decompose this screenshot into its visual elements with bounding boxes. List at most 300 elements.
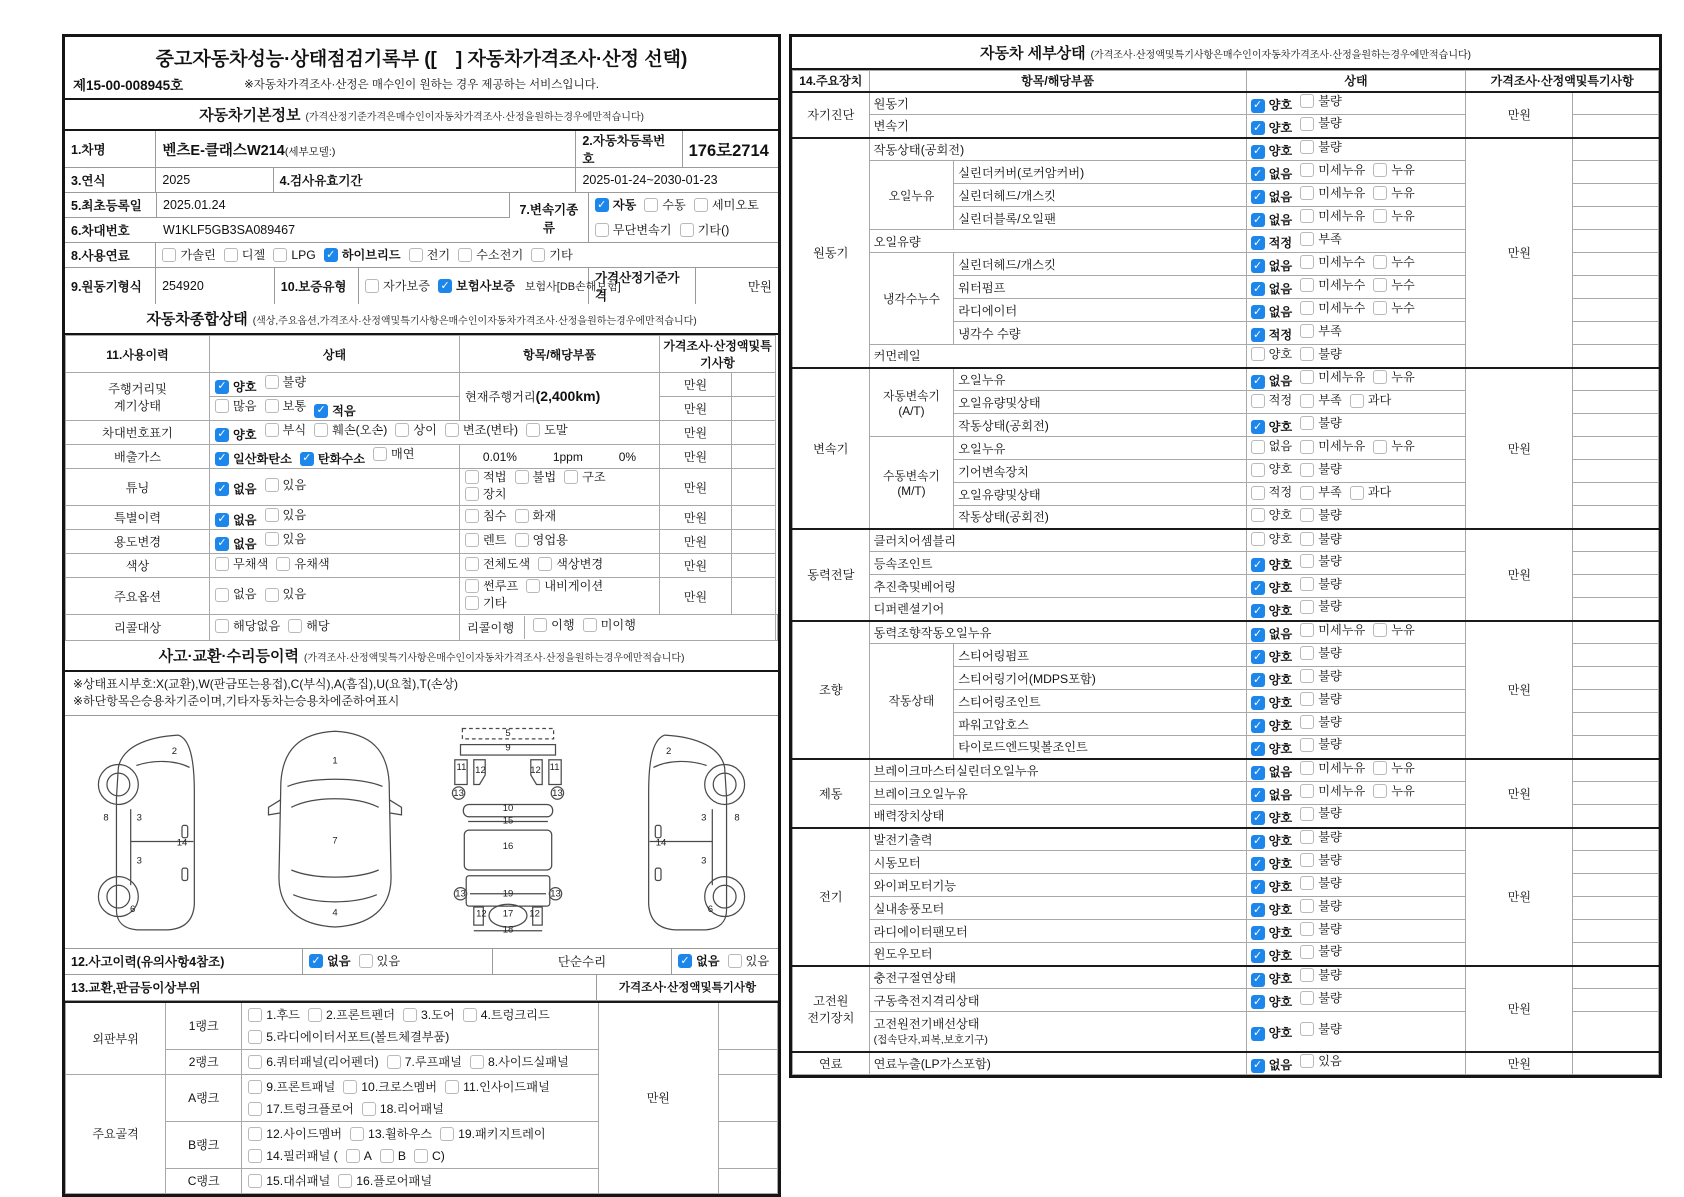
checkbox[interactable]: [1300, 117, 1342, 131]
column-header: 14.주요장치: [793, 71, 870, 92]
checked-box-icon: ✓: [215, 428, 229, 442]
checkbox-label: 불량: [1318, 139, 1342, 154]
checkbox-label: 양호: [1268, 673, 1293, 688]
checkbox[interactable]: [1251, 949, 1293, 963]
row-label: 차대번호표기: [66, 421, 210, 445]
checkbox[interactable]: [1373, 440, 1415, 454]
checkbox[interactable]: [1251, 121, 1293, 135]
checkbox[interactable]: [1300, 1054, 1342, 1068]
checkbox[interactable]: [1300, 899, 1342, 913]
item-label: 스티어링펌프: [954, 644, 1246, 667]
column-header: 가격조사·산정액및특기사항: [660, 336, 776, 373]
checkbox[interactable]: [1350, 394, 1392, 408]
checkbox[interactable]: [365, 279, 430, 293]
svg-text:16: 16: [502, 840, 513, 852]
checkbox[interactable]: [1300, 163, 1365, 177]
checkbox[interactable]: [248, 1174, 330, 1188]
checkbox[interactable]: [465, 470, 507, 484]
checkbox-label: 양호: [1268, 603, 1293, 618]
checkbox[interactable]: [440, 1127, 546, 1141]
checkbox[interactable]: [1300, 1022, 1342, 1036]
checkbox[interactable]: [314, 404, 356, 418]
checkbox[interactable]: [1251, 581, 1293, 595]
checkbox[interactable]: [1300, 324, 1342, 338]
checkbox[interactable]: [1300, 278, 1365, 292]
checkbox-label: 미세누수: [1318, 254, 1366, 269]
checkbox[interactable]: [465, 509, 507, 523]
item-checks-cell: [460, 506, 660, 530]
checkbox[interactable]: [1251, 282, 1293, 296]
checkbox[interactable]: [1373, 761, 1415, 775]
item-label: 스티어링기어(MDPS포함): [954, 667, 1246, 690]
checkbox[interactable]: [1300, 692, 1342, 706]
checkbox[interactable]: [1373, 186, 1415, 200]
checkbox[interactable]: [1251, 673, 1293, 687]
checkbox[interactable]: [1300, 486, 1342, 500]
checkbox[interactable]: [1251, 1027, 1293, 1041]
checkbox-label: 양호: [1268, 741, 1293, 756]
checkbox[interactable]: [1251, 788, 1293, 802]
checkbox[interactable]: [1373, 370, 1415, 384]
checkbox[interactable]: [526, 423, 568, 437]
checkbox[interactable]: [1251, 696, 1293, 710]
checkbox[interactable]: [265, 375, 307, 389]
unchecked-box-icon: [1300, 486, 1314, 500]
item-label: 실린더커버(로커암커버): [954, 161, 1246, 184]
checkbox[interactable]: [1251, 857, 1293, 871]
checkbox[interactable]: [1373, 278, 1415, 292]
checkbox[interactable]: [1300, 140, 1342, 154]
checkbox[interactable]: [265, 532, 307, 546]
blank-cell: [1573, 1052, 1659, 1075]
checkbox[interactable]: [595, 223, 672, 237]
price-cell: 만원: [660, 506, 732, 530]
checkbox[interactable]: [1300, 669, 1342, 683]
checkbox[interactable]: [1300, 761, 1365, 775]
checkbox[interactable]: [1251, 880, 1293, 894]
checkbox[interactable]: [438, 279, 515, 293]
item-label: 오일유량및상태: [954, 483, 1246, 506]
checkbox[interactable]: [1300, 255, 1365, 269]
checkbox[interactable]: [215, 452, 292, 466]
checkbox-label: 양호: [1268, 144, 1293, 159]
checkbox[interactable]: [1300, 991, 1342, 1005]
blank-cell: [732, 578, 776, 615]
checkbox[interactable]: [350, 1127, 432, 1141]
item-label: 파워고압호스: [954, 713, 1246, 736]
item-label: 기어변속장치: [954, 460, 1246, 483]
checkbox[interactable]: [583, 618, 636, 632]
checkbox[interactable]: [387, 1055, 462, 1069]
checkbox[interactable]: [465, 533, 507, 547]
checkbox[interactable]: [1251, 420, 1293, 434]
checkbox[interactable]: [403, 1008, 455, 1022]
checkbox-label: 없음: [1268, 1058, 1293, 1073]
blank-cell: [1573, 253, 1659, 276]
unchecked-box-icon: [463, 1008, 477, 1022]
blank-cell: [1573, 667, 1659, 690]
unchecked-box-icon: [694, 198, 708, 212]
checkbox-label: 있음: [745, 954, 770, 969]
unchecked-box-icon: [365, 279, 379, 293]
checkbox[interactable]: [1373, 784, 1415, 798]
checked-box-icon: ✓: [215, 537, 229, 551]
unchecked-box-icon: [265, 399, 279, 413]
checkbox[interactable]: [1251, 145, 1293, 159]
checkbox[interactable]: [1251, 394, 1293, 408]
checkbox[interactable]: [1300, 968, 1342, 982]
checkbox[interactable]: [273, 248, 315, 262]
state-cell: [1246, 805, 1466, 828]
unchecked-box-icon: [1300, 278, 1314, 292]
checkbox[interactable]: [1373, 301, 1415, 315]
checkbox[interactable]: [288, 619, 330, 633]
checkbox[interactable]: [1251, 259, 1293, 273]
checkbox-label: 부족: [1318, 393, 1342, 408]
checkbox[interactable]: [215, 482, 257, 496]
checkbox[interactable]: [1300, 301, 1365, 315]
checkbox[interactable]: [414, 1149, 445, 1163]
checkbox[interactable]: [215, 428, 257, 442]
checkbox[interactable]: [324, 248, 401, 262]
state-cell: [210, 506, 460, 530]
item-label: 동력조향작동오일누유: [869, 621, 1246, 644]
checkbox-label: 불량: [282, 375, 307, 390]
svg-text:14: 14: [176, 837, 188, 849]
unchecked-box-icon: [1251, 486, 1265, 500]
checkbox[interactable]: [162, 248, 215, 262]
checkbox[interactable]: [1300, 623, 1365, 637]
item-label: 오일누유: [954, 437, 1246, 460]
checkbox[interactable]: [380, 1149, 406, 1163]
checkbox[interactable]: [308, 1008, 395, 1022]
checkbox[interactable]: [1251, 995, 1293, 1009]
checkbox[interactable]: [1251, 719, 1293, 733]
checkbox[interactable]: [373, 447, 415, 461]
checkbox[interactable]: [1300, 577, 1342, 591]
checkbox[interactable]: [215, 399, 257, 413]
state-cell: [1246, 1012, 1466, 1052]
checkbox[interactable]: [445, 1080, 550, 1094]
checkbox[interactable]: [224, 248, 266, 262]
checkbox-label: 6.쿼터패널(리어펜더): [266, 1054, 379, 1069]
checkbox-label: 과다: [1367, 393, 1392, 408]
checkbox[interactable]: [346, 1149, 372, 1163]
checkbox[interactable]: [1251, 604, 1293, 618]
checkbox[interactable]: [728, 954, 770, 968]
checkbox[interactable]: [1373, 163, 1415, 177]
checkbox-label: 있음: [282, 587, 307, 602]
checkbox[interactable]: [1373, 623, 1415, 637]
checkbox[interactable]: [1251, 486, 1293, 500]
checkbox[interactable]: [1300, 853, 1342, 867]
checkbox[interactable]: [1300, 440, 1365, 454]
checkbox[interactable]: [1300, 554, 1342, 568]
device-group-label: 고전원 전기장치: [793, 966, 870, 1052]
unchecked-box-icon: [1373, 278, 1387, 292]
item-label: 와이퍼모터기능: [869, 874, 1246, 897]
checkbox[interactable]: [1300, 784, 1365, 798]
checkbox[interactable]: [533, 618, 575, 632]
checkbox[interactable]: [248, 1008, 300, 1022]
checkbox[interactable]: [1300, 463, 1342, 477]
unchecked-box-icon: [1300, 324, 1314, 338]
unchecked-box-icon: [265, 508, 279, 522]
checkbox-label: 하이브리드: [341, 247, 401, 262]
item-label: 오일유량및상태: [954, 391, 1246, 414]
price-cell: 만원: [598, 1002, 718, 1194]
checkbox[interactable]: [1300, 508, 1342, 522]
checkbox[interactable]: [215, 588, 257, 602]
checkbox[interactable]: [1251, 375, 1293, 389]
item-label: 시동모터: [869, 851, 1246, 874]
checkbox[interactable]: [1300, 370, 1365, 384]
checkbox[interactable]: [309, 954, 351, 968]
checkbox[interactable]: [265, 508, 307, 522]
state-cell: [1246, 552, 1466, 575]
unchecked-box-icon: [1300, 117, 1314, 131]
price-cell: 만원: [1466, 621, 1573, 759]
checkbox[interactable]: [1300, 876, 1342, 890]
checkbox[interactable]: [1251, 99, 1293, 113]
checkbox-label: 12.사이드멤버: [266, 1126, 343, 1141]
checkbox[interactable]: [1251, 347, 1293, 361]
checkbox-label: 누수: [1391, 277, 1415, 292]
checkbox[interactable]: [362, 1102, 444, 1116]
rank-group-label: 주요골격: [66, 1074, 166, 1193]
checkbox[interactable]: [1300, 922, 1342, 936]
blank-cell: [1573, 299, 1659, 322]
checkbox-label: 디젤: [241, 247, 266, 262]
checkbox[interactable]: [248, 1127, 342, 1141]
state-cell: [1246, 368, 1466, 391]
unchecked-box-icon: [265, 423, 279, 437]
checkbox-label: 미세누유: [1318, 208, 1366, 223]
checkbox[interactable]: [644, 198, 686, 212]
checkbox[interactable]: [300, 452, 365, 466]
checkbox[interactable]: [465, 557, 530, 571]
state-cell: [210, 530, 460, 554]
price-cell: 만원: [1466, 966, 1573, 1052]
unchecked-box-icon: [409, 248, 423, 262]
checkbox-label: 9.프론트패널: [266, 1079, 336, 1094]
checkbox[interactable]: [1251, 236, 1293, 250]
unchecked-box-icon: [248, 1008, 262, 1022]
checkbox[interactable]: [265, 399, 307, 413]
item-label: 워터펌프: [954, 276, 1246, 299]
unchecked-box-icon: [1300, 577, 1314, 591]
checkbox-label: 가솔린: [180, 247, 216, 262]
checkbox[interactable]: [338, 1174, 432, 1188]
item-label: 브레이크마스터실린더오일누유: [869, 759, 1246, 782]
unchecked-box-icon: [346, 1149, 360, 1163]
checkbox-label: 양호: [1268, 696, 1293, 711]
checkbox[interactable]: [1251, 742, 1293, 756]
checkbox[interactable]: [1251, 305, 1293, 319]
checkbox[interactable]: [1300, 738, 1342, 752]
checkbox[interactable]: [1300, 347, 1342, 361]
state-cell: [1246, 92, 1466, 115]
car-name: 벤츠E-클래스W214(세부모델:): [162, 142, 336, 159]
checkbox-label: 18.리어패널: [379, 1101, 444, 1116]
car-side-left-diagram: [87, 720, 239, 944]
checkbox[interactable]: [1300, 600, 1342, 614]
checkbox[interactable]: [1251, 650, 1293, 664]
checkbox[interactable]: [248, 1030, 449, 1044]
checkbox[interactable]: [1373, 255, 1415, 269]
checked-box-icon: ✓: [309, 954, 323, 968]
checkbox[interactable]: [1300, 186, 1365, 200]
device-group-label: 자기진단: [793, 92, 870, 138]
unchecked-box-icon: [1300, 140, 1314, 154]
price-cell: 만원: [660, 421, 732, 445]
checkbox[interactable]: [1251, 835, 1293, 849]
checkbox[interactable]: [409, 248, 451, 262]
blank-cell: [718, 1168, 777, 1193]
checkbox[interactable]: [515, 470, 557, 484]
checkbox[interactable]: [1300, 232, 1342, 246]
checkbox[interactable]: [1251, 532, 1293, 546]
item-label: 오일유량: [869, 230, 1246, 253]
checkbox[interactable]: [215, 380, 257, 394]
checkbox[interactable]: [470, 1055, 569, 1069]
basic-row-3-4: 5.최초등록일 6.차대번호 2025.01.24 W1KLF5GB3SA089467 7.변속기종류 ✓ 자동 수동 세미오토 무단변속기 기타(): [65, 193, 778, 243]
blank-cell: [1573, 161, 1659, 184]
checked-box-icon: ✓: [1251, 1059, 1265, 1073]
checkbox-label: 전기: [426, 247, 451, 262]
checkbox[interactable]: [515, 533, 568, 547]
checkbox[interactable]: [395, 423, 437, 437]
checkbox-label: 불량: [1318, 462, 1342, 477]
checkbox[interactable]: [1251, 558, 1293, 572]
blank-cell: [1573, 874, 1659, 897]
checkbox[interactable]: [465, 596, 507, 610]
state-cell: [1246, 529, 1466, 552]
checkbox[interactable]: [1251, 628, 1293, 642]
checkbox[interactable]: [526, 579, 603, 593]
checkbox[interactable]: [248, 1055, 378, 1069]
checkbox[interactable]: [1251, 1059, 1293, 1073]
checkbox[interactable]: [343, 1080, 437, 1094]
unchecked-box-icon: [1350, 394, 1364, 408]
checkbox[interactable]: [1350, 486, 1392, 500]
price-cell: 만원: [1466, 92, 1573, 138]
checkbox[interactable]: [465, 487, 507, 501]
unchecked-box-icon: [1373, 163, 1387, 177]
checkbox[interactable]: [1251, 190, 1293, 204]
checkbox[interactable]: [515, 509, 557, 523]
checkbox[interactable]: [1251, 926, 1293, 940]
unchecked-box-icon: [1300, 669, 1314, 683]
checkbox[interactable]: [595, 198, 637, 212]
checkbox[interactable]: [1251, 440, 1293, 454]
checkbox[interactable]: [531, 248, 573, 262]
checkbox[interactable]: [1251, 463, 1293, 477]
unchecked-box-icon: [248, 1055, 262, 1069]
checkbox[interactable]: [248, 1102, 354, 1116]
checkbox[interactable]: [463, 1008, 550, 1022]
state-cell: [1246, 966, 1466, 989]
checkbox[interactable]: [359, 954, 401, 968]
checkbox[interactable]: [445, 423, 518, 437]
unchecked-box-icon: [215, 619, 229, 633]
state-cell: [1246, 782, 1466, 805]
checkbox[interactable]: [564, 470, 606, 484]
unchecked-box-icon: [224, 248, 238, 262]
svg-text:4: 4: [332, 907, 339, 919]
checkbox[interactable]: [1251, 973, 1293, 987]
checkbox-label: 양호: [1268, 98, 1293, 113]
checkbox[interactable]: [265, 423, 307, 437]
checkbox[interactable]: [1251, 508, 1293, 522]
unchecked-box-icon: [526, 423, 540, 437]
checkbox[interactable]: [1300, 807, 1342, 821]
checkbox-label: 없음: [1268, 282, 1293, 297]
checkbox[interactable]: [248, 1080, 335, 1094]
column-header: 항목/해당부품: [460, 336, 660, 373]
checkbox[interactable]: [215, 537, 257, 551]
checkbox-label: 불량: [1318, 921, 1342, 936]
checkbox[interactable]: [1373, 209, 1415, 223]
checkbox[interactable]: [1251, 213, 1293, 227]
state-cell: [210, 469, 460, 506]
row-label: 용도변경: [66, 530, 210, 554]
checkbox-label: 색상변경: [556, 556, 604, 571]
checkbox[interactable]: [276, 557, 329, 571]
state-cell: [1246, 483, 1466, 506]
unchecked-box-icon: [595, 223, 609, 237]
checkbox[interactable]: [538, 557, 603, 571]
checkbox[interactable]: [1300, 830, 1342, 844]
checkbox[interactable]: [694, 198, 759, 212]
checkbox-label: 기타(): [697, 222, 730, 237]
checkbox-label: 양호: [1268, 857, 1293, 872]
checkbox[interactable]: [248, 1149, 337, 1163]
checkbox[interactable]: [1300, 715, 1342, 729]
item-label: 작동상태(공회전): [954, 506, 1246, 529]
checkbox[interactable]: [215, 513, 257, 527]
unchecked-box-icon: [1300, 646, 1314, 660]
checkbox[interactable]: [215, 619, 280, 633]
checkbox[interactable]: [1300, 394, 1342, 408]
checkbox[interactable]: [458, 248, 523, 262]
unchecked-box-icon: [470, 1055, 484, 1069]
unchecked-box-icon: [515, 509, 529, 523]
checkbox[interactable]: [215, 557, 268, 571]
checkbox[interactable]: [1251, 328, 1293, 342]
checkbox[interactable]: [314, 423, 387, 437]
checkbox[interactable]: [1251, 766, 1293, 780]
checkbox[interactable]: [1251, 167, 1293, 181]
checkbox[interactable]: [1300, 94, 1342, 108]
checkbox[interactable]: [1300, 945, 1342, 959]
checkbox[interactable]: [265, 588, 307, 602]
checkbox[interactable]: [1300, 209, 1365, 223]
detail-state-header: 자동차 세부상태 (가격조사·산정액및특기사항은매수인이자동차가격조사·산정을원하는경우에만적습니다): [792, 37, 1659, 70]
checkbox[interactable]: [265, 478, 307, 492]
blank-cell: [1573, 506, 1659, 529]
checkbox[interactable]: [1251, 903, 1293, 917]
checkbox[interactable]: [1300, 646, 1342, 660]
checkbox[interactable]: [1300, 532, 1342, 546]
checkbox[interactable]: [1300, 416, 1342, 430]
blank-cell: [1573, 552, 1659, 575]
rank-label: C랭크: [166, 1168, 242, 1193]
checkbox[interactable]: [680, 223, 730, 237]
checkbox[interactable]: [465, 579, 518, 593]
checkbox[interactable]: [678, 954, 720, 968]
checkbox[interactable]: [1251, 811, 1293, 825]
